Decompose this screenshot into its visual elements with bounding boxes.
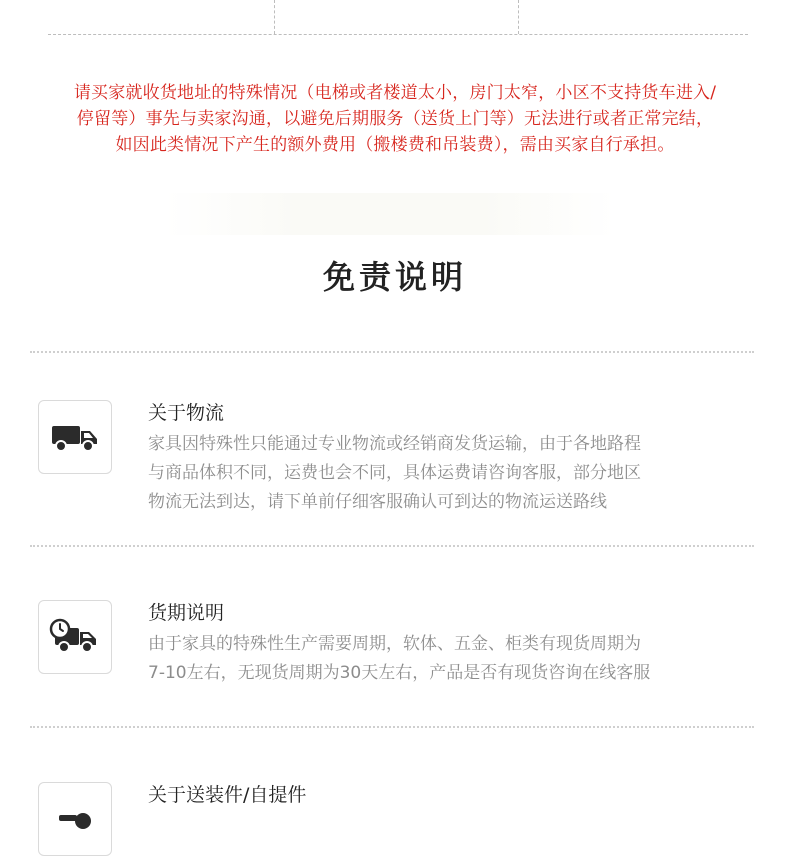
notice-line: 如因此类情况下产生的额外费用（搬楼费和吊装费），需由买家自行承担。	[115, 135, 675, 155]
dotted-divider	[30, 351, 754, 353]
section-title: 免责说明	[322, 258, 467, 296]
item-title: 关于物流	[148, 402, 225, 424]
decorative-band	[165, 193, 615, 235]
delivery-truck-icon	[38, 400, 112, 474]
desc-line: 7-10左右，无现货周期为30天左右，产品是否有现货咨询在线客服	[148, 663, 651, 683]
cell-divider	[518, 0, 519, 34]
notice-line: 请买家就收货地址的特殊情况（电梯或者楼道太小，房门太窄，小区不支持货车进入/	[73, 83, 717, 103]
item-title: 货期说明	[148, 602, 225, 624]
clock-truck-icon	[38, 600, 112, 674]
dotted-divider	[30, 545, 754, 547]
install-icon	[38, 782, 112, 856]
cell-divider	[274, 0, 275, 34]
dotted-divider	[30, 726, 754, 728]
desc-line: 物流无法到达，请下单前仔细客服确认可到达的物流运送路线	[148, 492, 607, 512]
shipping-notice	[0, 80, 790, 158]
notice-line: 停留等）事先与卖家沟通，以避免后期服务（送货上门等）无法进行或者正常完结，	[76, 109, 714, 129]
desc-line: 家具因特殊性只能通过专业物流或经销商发货运输，由于各地路程	[148, 434, 641, 454]
desc-line: 与商品体积不同，运费也会不同，具体运费请咨询客服，部分地区	[148, 463, 641, 483]
item-description	[148, 630, 748, 688]
table-bottom-border	[48, 34, 748, 35]
desc-line: 由于家具的特殊性生产需要周期，软体、五金、柜类有现货周期为	[148, 634, 641, 654]
item-title: 关于送装件/自提件	[148, 784, 307, 806]
item-description	[148, 430, 748, 517]
top-table-border	[0, 0, 790, 34]
